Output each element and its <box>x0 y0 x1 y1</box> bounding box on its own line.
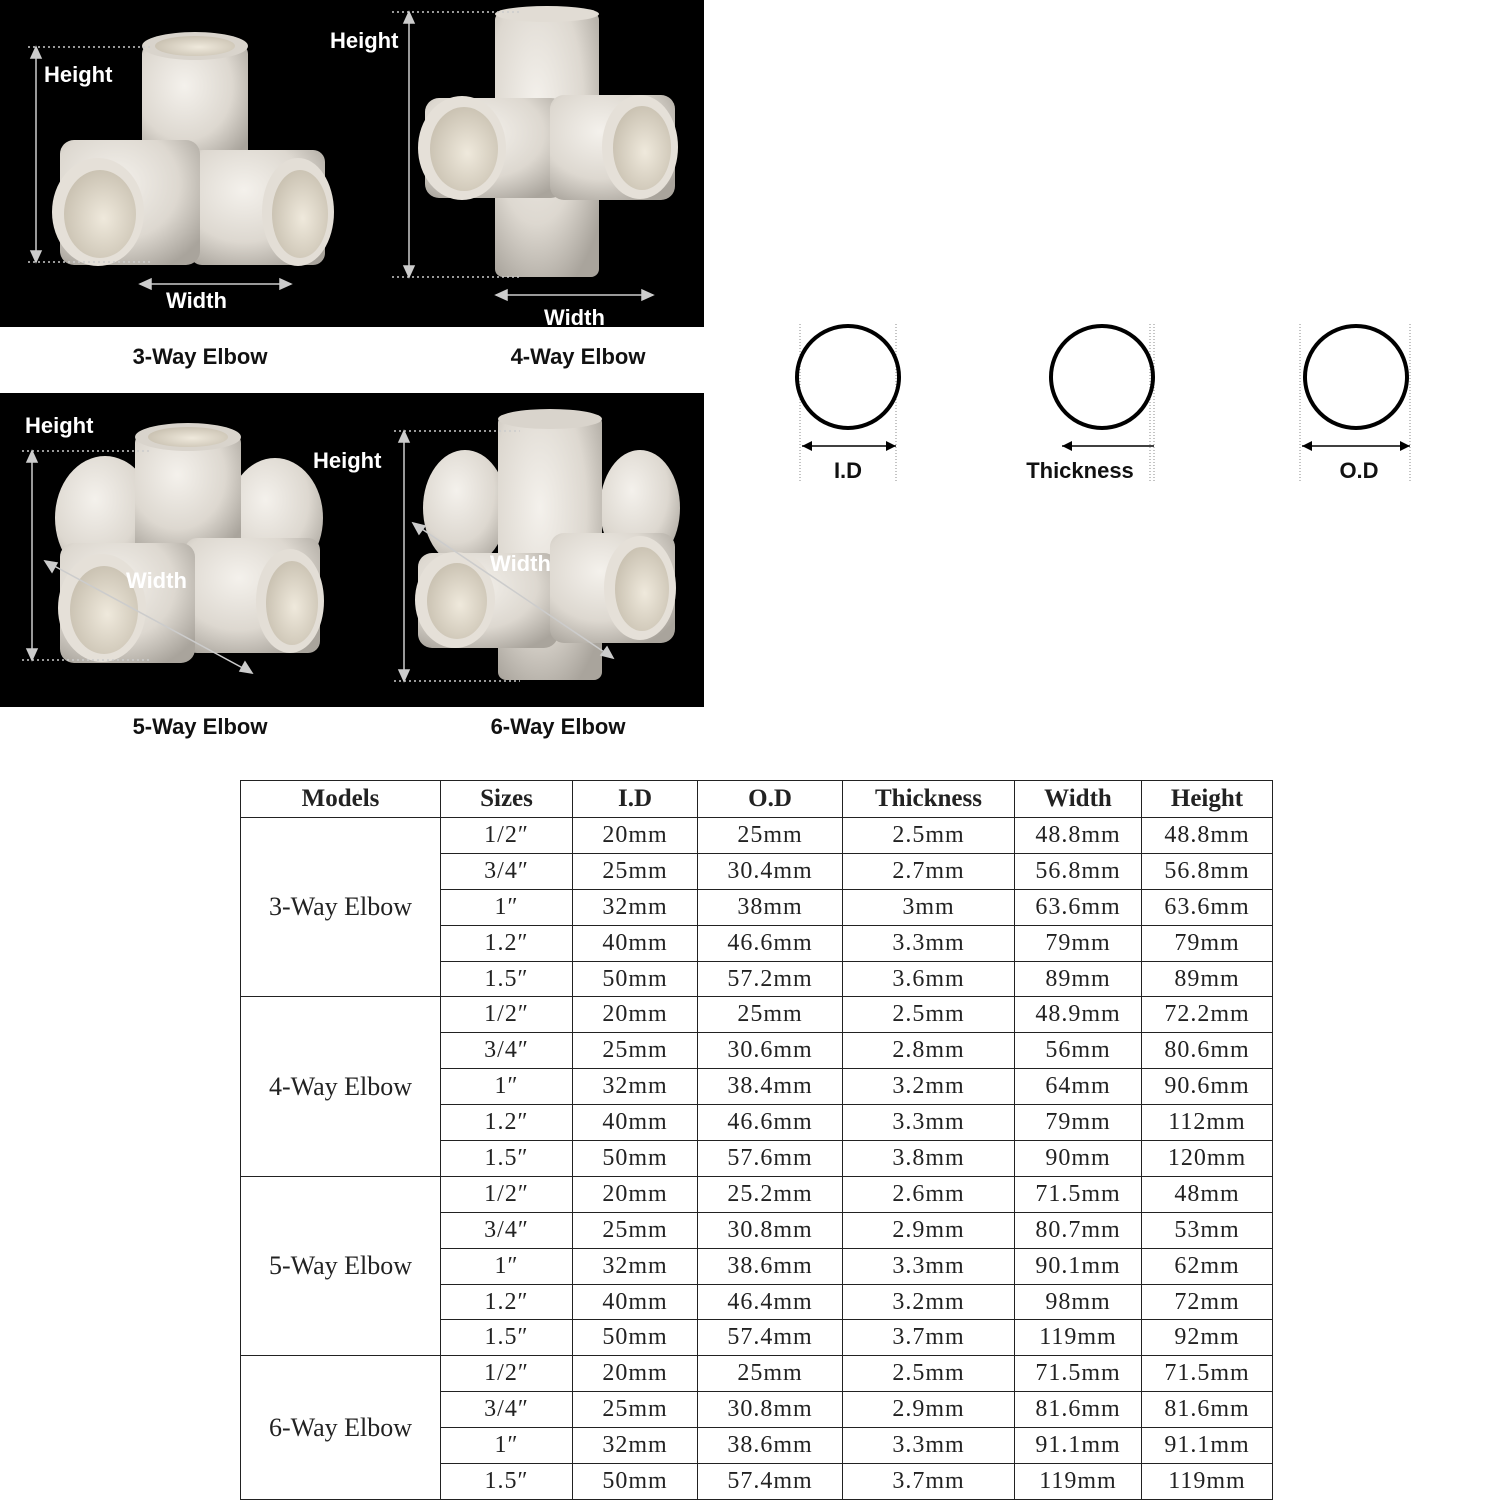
table-cell: 1/2″ <box>441 818 573 854</box>
height-label-4way: Height <box>330 28 399 53</box>
table-cell: 81.6mm <box>1015 1392 1142 1428</box>
table-cell: 3.8mm <box>843 1141 1015 1177</box>
table-cell: 50mm <box>573 1141 698 1177</box>
table-cell: 90.6mm <box>1142 1069 1273 1105</box>
height-label-6way: Height <box>313 448 382 473</box>
table-cell: 1″ <box>441 1428 573 1464</box>
table-cell: 30.8mm <box>698 1212 843 1248</box>
table-cell: 2.8mm <box>843 1033 1015 1069</box>
table-cell: 2.5mm <box>843 818 1015 854</box>
table-row <box>241 818 1273 854</box>
table-cell: 48.9mm <box>1015 997 1142 1033</box>
column-header: Height <box>1142 781 1273 818</box>
column-header: Thickness <box>843 781 1015 818</box>
table-cell: 57.4mm <box>698 1320 843 1356</box>
id-label: I.D <box>833 458 863 483</box>
table-cell: 48mm <box>1142 1176 1273 1212</box>
table-cell: 3/4″ <box>441 1033 573 1069</box>
table-cell: 2.9mm <box>843 1392 1015 1428</box>
table-cell: 63.6mm <box>1142 889 1273 925</box>
table-cell: 56.8mm <box>1015 853 1142 889</box>
table-cell: 3/4″ <box>441 1392 573 1428</box>
table-cell: 98mm <box>1015 1284 1142 1320</box>
model-cell: 6-Way Elbow <box>241 1356 441 1500</box>
table-cell: 48.8mm <box>1015 818 1142 854</box>
table-cell: 92mm <box>1142 1320 1273 1356</box>
table-cell: 20mm <box>573 997 698 1033</box>
table-cell: 119mm <box>1142 1464 1273 1500</box>
column-header: Sizes <box>441 781 573 818</box>
caption-3way: 3-Way Elbow <box>132 344 268 369</box>
table-cell: 25mm <box>698 997 843 1033</box>
table-cell: 3.3mm <box>843 1105 1015 1141</box>
table-cell: 80.6mm <box>1142 1033 1273 1069</box>
table-cell: 79mm <box>1142 925 1273 961</box>
table-cell: 72.2mm <box>1142 997 1273 1033</box>
table-cell: 89mm <box>1142 961 1273 997</box>
table-cell: 40mm <box>573 1284 698 1320</box>
table-row <box>241 1356 1273 1392</box>
table-cell: 50mm <box>573 961 698 997</box>
thickness-label: Thickness <box>1026 458 1134 483</box>
table-cell: 38mm <box>698 889 843 925</box>
table-cell: 3mm <box>843 889 1015 925</box>
table-cell: 112mm <box>1142 1105 1273 1141</box>
table-cell: 56.8mm <box>1142 853 1273 889</box>
table-cell: 20mm <box>573 1356 698 1392</box>
column-header: I.D <box>573 781 698 818</box>
table-cell: 50mm <box>573 1464 698 1500</box>
table-cell: 53mm <box>1142 1212 1273 1248</box>
caption-4way: 4-Way Elbow <box>510 344 646 369</box>
elbow-photo-top <box>0 0 704 327</box>
table-cell: 56mm <box>1015 1033 1142 1069</box>
table-cell: 2.7mm <box>843 853 1015 889</box>
table-cell: 40mm <box>573 925 698 961</box>
table-row <box>241 997 1273 1033</box>
caption-6way: 6-Way Elbow <box>490 714 626 739</box>
table-cell: 38.4mm <box>698 1069 843 1105</box>
five-way-elbow-image <box>55 423 324 663</box>
table-cell: 120mm <box>1142 1141 1273 1177</box>
table-cell: 3.2mm <box>843 1069 1015 1105</box>
table-cell: 25mm <box>573 853 698 889</box>
table-cell: 71.5mm <box>1142 1356 1273 1392</box>
table-cell: 91.1mm <box>1015 1428 1142 1464</box>
table-cell: 91.1mm <box>1142 1428 1273 1464</box>
table-cell: 32mm <box>573 1428 698 1464</box>
table-cell: 1.2″ <box>441 925 573 961</box>
table-cell: 64mm <box>1015 1069 1142 1105</box>
column-header: Models <box>241 781 441 818</box>
table-cell: 30.6mm <box>698 1033 843 1069</box>
table-cell: 3.6mm <box>843 961 1015 997</box>
table-cell: 25mm <box>573 1033 698 1069</box>
table-cell: 30.8mm <box>698 1392 843 1428</box>
table-cell: 46.6mm <box>698 1105 843 1141</box>
width-label-5way: Width <box>126 568 187 593</box>
caption-5way: 5-Way Elbow <box>132 714 268 739</box>
table-cell: 2.5mm <box>843 997 1015 1033</box>
six-way-elbow-image <box>415 409 680 680</box>
table-cell: 48.8mm <box>1142 818 1273 854</box>
table-cell: 25mm <box>698 1356 843 1392</box>
table-cell: 3.3mm <box>843 925 1015 961</box>
table-row <box>241 1176 1273 1212</box>
table-cell: 20mm <box>573 1176 698 1212</box>
model-cell: 5-Way Elbow <box>241 1176 441 1355</box>
table-cell: 50mm <box>573 1320 698 1356</box>
table-cell: 71.5mm <box>1015 1176 1142 1212</box>
table-cell: 3.7mm <box>843 1464 1015 1500</box>
table-cell: 80.7mm <box>1015 1212 1142 1248</box>
table-cell: 32mm <box>573 1248 698 1284</box>
table-cell: 3.7mm <box>843 1320 1015 1356</box>
table-cell: 57.6mm <box>698 1141 843 1177</box>
table-cell: 62mm <box>1142 1248 1273 1284</box>
table-cell: 2.9mm <box>843 1212 1015 1248</box>
table-cell: 46.4mm <box>698 1284 843 1320</box>
table-cell: 119mm <box>1015 1464 1142 1500</box>
table-cell: 38.6mm <box>698 1428 843 1464</box>
table-cell: 1″ <box>441 1069 573 1105</box>
width-label-3way: Width <box>166 288 227 313</box>
table-cell: 46.6mm <box>698 925 843 961</box>
table-cell: 25.2mm <box>698 1176 843 1212</box>
table-cell: 3.3mm <box>843 1248 1015 1284</box>
width-label-6way: Width <box>490 551 551 576</box>
table-cell: 119mm <box>1015 1320 1142 1356</box>
table-cell: 79mm <box>1015 1105 1142 1141</box>
table-cell: 3.2mm <box>843 1284 1015 1320</box>
table-cell: 1.5″ <box>441 1320 573 1356</box>
table-cell: 1″ <box>441 889 573 925</box>
four-way-elbow-image <box>418 6 678 277</box>
table-cell: 89mm <box>1015 961 1142 997</box>
table-cell: 71.5mm <box>1015 1356 1142 1392</box>
height-label-3way: Height <box>44 62 113 87</box>
table-cell: 1/2″ <box>441 1356 573 1392</box>
column-header: O.D <box>698 781 843 818</box>
table-cell: 20mm <box>573 818 698 854</box>
table-cell: 25mm <box>573 1392 698 1428</box>
table-cell: 38.6mm <box>698 1248 843 1284</box>
model-cell: 4-Way Elbow <box>241 997 441 1176</box>
od-label: O.D <box>1339 458 1379 483</box>
table-cell: 1″ <box>441 1248 573 1284</box>
table-cell: 2.6mm <box>843 1176 1015 1212</box>
table-cell: 79mm <box>1015 925 1142 961</box>
table-cell: 1/2″ <box>441 1176 573 1212</box>
table-cell: 1.5″ <box>441 961 573 997</box>
table-cell: 32mm <box>573 889 698 925</box>
table-cell: 57.4mm <box>698 1464 843 1500</box>
table-cell: 3/4″ <box>441 853 573 889</box>
photo-panel-3way-4way <box>0 0 704 327</box>
table-cell: 40mm <box>573 1105 698 1141</box>
table-cell: 3/4″ <box>441 1212 573 1248</box>
table-cell: 81.6mm <box>1142 1392 1273 1428</box>
table-body <box>241 818 1273 1500</box>
photo-panel-5way-6way <box>0 393 704 707</box>
column-header: Width <box>1015 781 1142 818</box>
model-cell: 3-Way Elbow <box>241 818 441 997</box>
table-cell: 2.5mm <box>843 1356 1015 1392</box>
table-cell: 1.5″ <box>441 1141 573 1177</box>
table-cell: 1/2″ <box>441 997 573 1033</box>
table-cell: 30.4mm <box>698 853 843 889</box>
table-cell: 3.3mm <box>843 1428 1015 1464</box>
table-cell: 1.2″ <box>441 1284 573 1320</box>
table-cell: 1.5″ <box>441 1464 573 1500</box>
table-cell: 57.2mm <box>698 961 843 997</box>
table-cell: 1.2″ <box>441 1105 573 1141</box>
table-cell: 90mm <box>1015 1141 1142 1177</box>
table-cell: 32mm <box>573 1069 698 1105</box>
table-cell: 25mm <box>573 1212 698 1248</box>
table-cell: 72mm <box>1142 1284 1273 1320</box>
spec-table <box>240 780 1273 1500</box>
elbow-photo-bottom <box>0 393 704 707</box>
table-cell: 90.1mm <box>1015 1248 1142 1284</box>
width-label-4way: Width <box>544 305 605 327</box>
table-cell: 63.6mm <box>1015 889 1142 925</box>
height-label-5way: Height <box>25 413 94 438</box>
table-cell: 25mm <box>698 818 843 854</box>
table-header-row <box>241 781 1273 818</box>
